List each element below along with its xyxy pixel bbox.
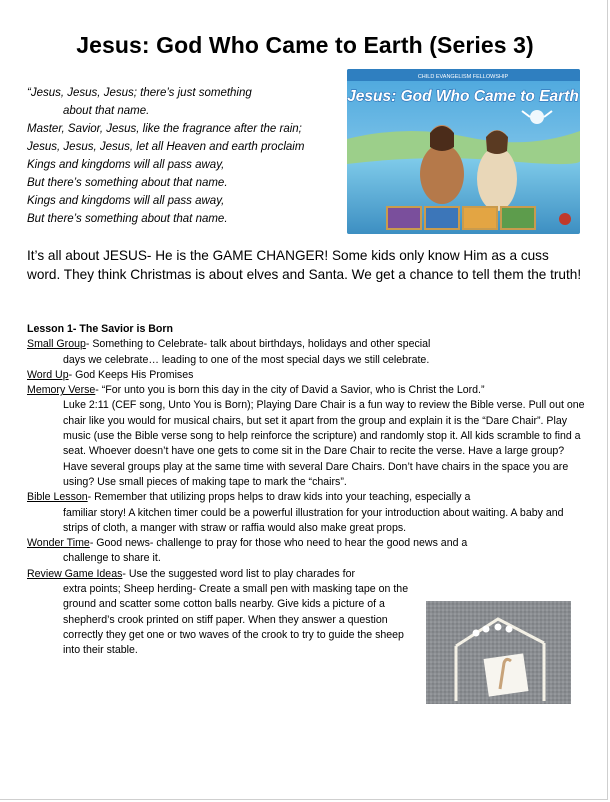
item-continuation: days we celebrate… leading to one of the most special days we still celebrate. bbox=[63, 353, 430, 366]
lesson-item-small-group bbox=[27, 337, 587, 368]
cover-title: Jesus: God Who Came to Earth bbox=[347, 88, 579, 105]
item-label: Small Group bbox=[27, 338, 86, 351]
lesson-item-word-up bbox=[27, 368, 587, 383]
lesson-item-bible-lesson bbox=[27, 490, 587, 536]
item-label: Review Game Ideas bbox=[27, 567, 123, 580]
item-continuation: extra points; Sheep herding- Create a small pen with masking tape on the ground and scatter some cotton balls nearby. Give kids a picture of a shepherd’s crook printed on stiff paper. When they answer a question correctly they get one or two waves of the crook to try to guide the sheep into their stable. bbox=[63, 583, 409, 657]
curriculum-cover-image bbox=[347, 69, 580, 234]
item-label: Word Up bbox=[27, 368, 69, 381]
item-text: - Use the suggested word list to play charades for bbox=[122, 567, 355, 580]
poem-line: Kings and kingdoms will all pass away, bbox=[27, 195, 225, 207]
cover-publisher: CHILD EVANGELISM FELLOWSHIP bbox=[417, 74, 509, 80]
poem-line: Master, Savior, Jesus, like the fragrance after the rain; bbox=[27, 123, 302, 135]
item-text: - Remember that utilizing props helps to draw kids into your teaching, especially a bbox=[87, 491, 471, 504]
intro-paragraph: It’s all about JESUS- He is the GAME CHANGER! Some kids only know Him as a cuss word. They think Christmas is about elves and Santa. We get a chance to tell them the truth! bbox=[27, 248, 582, 282]
item-text: - Something to Celebrate- talk about birthdays, holidays and other special bbox=[85, 338, 431, 351]
poem-line: Kings and kingdoms will all pass away, bbox=[27, 159, 225, 171]
lesson-title: Lesson 1- The Savior is Born bbox=[27, 323, 173, 335]
item-text: - “For unto you is born this day in the city of David a Savior, who is Christ the Lord.” bbox=[95, 384, 485, 397]
sheep-pen-illustration bbox=[426, 601, 571, 704]
poem-line: But there’s something about that name. bbox=[27, 213, 228, 225]
item-label: Bible Lesson bbox=[27, 491, 88, 504]
item-continuation: familiar story! A kitchen timer could be a powerful illustration for your introduction about waiting. A baby and strips of cloth, a manger with straw or raffia would also make great props. bbox=[63, 506, 564, 534]
poem-line: But there’s something about that name. bbox=[27, 177, 228, 189]
item-text: - God Keeps His Promises bbox=[68, 368, 194, 381]
poem-line: Jesus, Jesus, Jesus, let all Heaven and earth proclaim bbox=[27, 141, 305, 153]
page-title: Jesus: God Who Came to Earth (Series 3) bbox=[76, 32, 534, 58]
item-text: - Good news- challenge to pray for those who need to hear the good news and a bbox=[89, 537, 468, 550]
poem-line: about that name. bbox=[63, 105, 150, 117]
item-continuation: challenge to share it. bbox=[63, 552, 161, 565]
item-continuation: Luke 2:11 (CEF song, Unto You is Born); Playing Dare Chair is a fun way to review the Bible verse. Pull out one chair like you would for musical chairs, but set it apart from the group and explain it is the “Dare Chair”. Play music (use the Bible verse song to help reinforce the scripture) and randomly stop it. All kids scramble to find a seat. Whoever doesn’t have one gets to come sit in the Dare Chair to recite the verse. Have a large group? Have several groups play at the same time with several Dare Chairs. Don’t have chairs in the space you are using? Use small pieces of making tape to mark the “chairs”. bbox=[63, 399, 585, 488]
lesson-item-memory-verse bbox=[27, 383, 587, 490]
cover-illustration bbox=[347, 69, 580, 234]
item-label: Memory Verse bbox=[27, 384, 96, 397]
poem-block bbox=[27, 84, 347, 228]
sheep-pen-photo bbox=[426, 601, 571, 704]
poem-line: “Jesus, Jesus, Jesus; there’s just something bbox=[27, 87, 252, 99]
item-label: Wonder Time bbox=[27, 537, 90, 550]
lesson-item-wonder-time bbox=[27, 536, 587, 567]
